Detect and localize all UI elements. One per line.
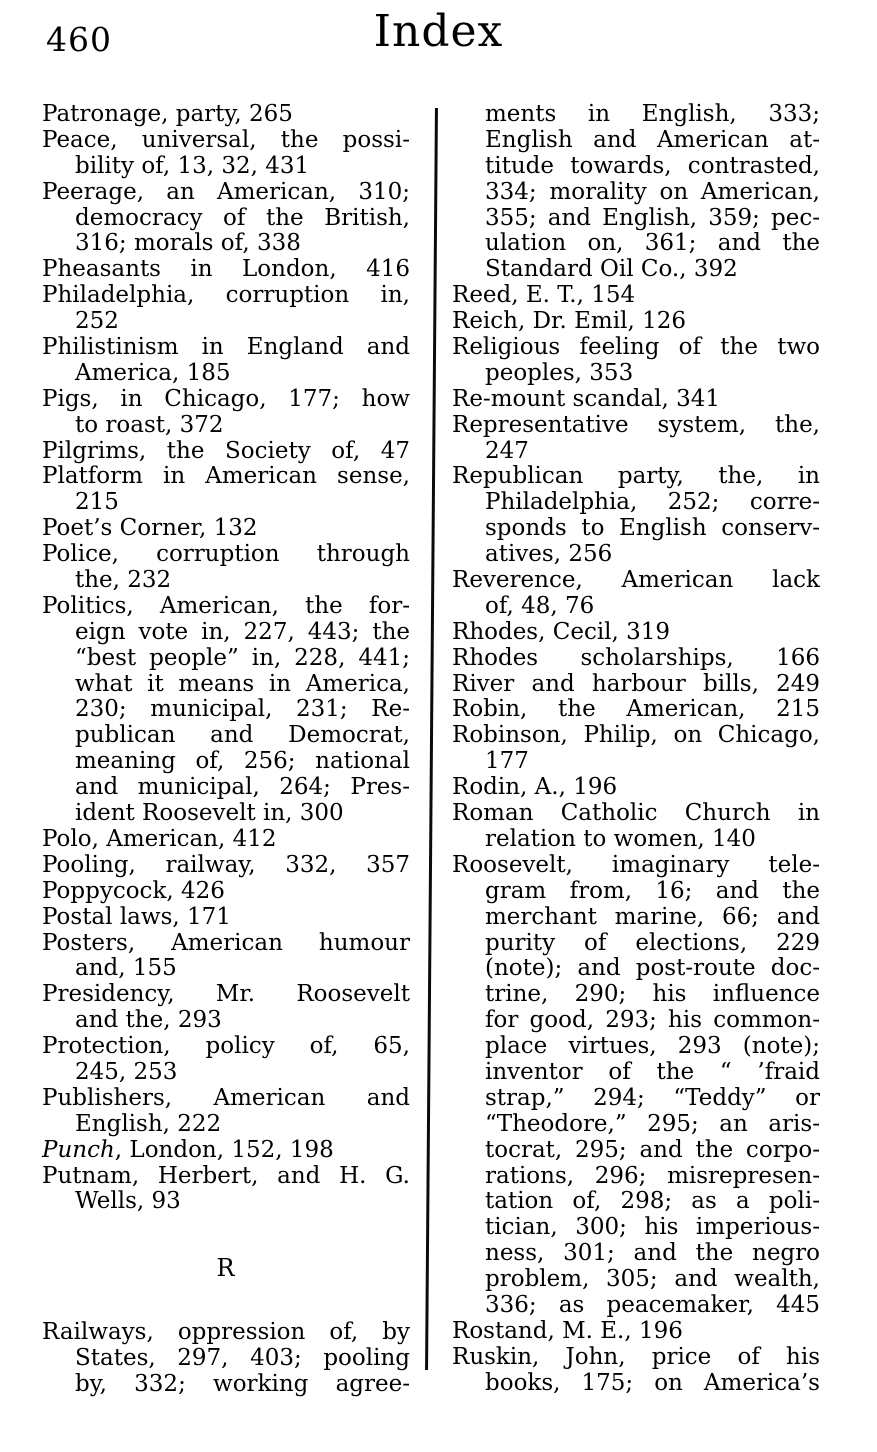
- index-line: eign vote in, 227, 443; the: [75, 618, 410, 645]
- index-line: Pigs, in Chicago, 177; how: [42, 385, 410, 412]
- index-line: 177: [485, 748, 529, 775]
- index-line: Re-mount scandal, 341: [452, 385, 721, 412]
- index-line: 355; and English, 359; pec-: [485, 204, 820, 231]
- index-line: (note); and post-route doc-: [485, 955, 820, 982]
- index-line: Rodin, A., 196: [452, 774, 618, 801]
- index-line: Polo, American, 412: [42, 825, 277, 852]
- index-line: Protection, policy of, 65,: [42, 1033, 410, 1060]
- index-line: relation to women, 140: [485, 825, 756, 852]
- index-line: publican and Democrat,: [75, 722, 410, 749]
- index-line: Reich, Dr. Emil, 126: [452, 308, 686, 335]
- index-line: Philistinism in England and: [42, 334, 410, 361]
- index-line: bility of, 13, 32, 431: [75, 152, 310, 179]
- index-line: problem, 305; and wealth,: [485, 1266, 820, 1293]
- index-line: Punch, London, 152, 198: [42, 1136, 334, 1163]
- index-line: for good, 293; his common-: [485, 1007, 820, 1034]
- index-line: rations, 296; misrepresen-: [485, 1162, 820, 1189]
- index-line: Ruskin, John, price of his: [452, 1343, 820, 1370]
- index-line: Standard Oil Co., 392: [485, 256, 738, 283]
- page-number: 460: [46, 20, 112, 59]
- index-line: merchant marine, 66; and: [485, 903, 820, 930]
- index-line: 247: [485, 437, 529, 464]
- index-line: of, 48, 76: [485, 592, 595, 619]
- index-line: Posters, American humour: [42, 929, 410, 956]
- index-line: ident Roosevelt in, 300: [75, 800, 344, 827]
- index-line: States, 297, 403; pooling: [75, 1345, 410, 1372]
- index-line: Reed, E. T., 154: [452, 282, 636, 309]
- index-line: English, 222: [75, 1110, 222, 1137]
- index-line: 252: [75, 308, 119, 335]
- index-line: Police, corruption through: [42, 541, 410, 568]
- index-line: Rhodes scholarships, 166: [452, 644, 820, 671]
- index-line: democracy of the British,: [75, 204, 410, 231]
- index-line: Railways, oppression of, by: [42, 1319, 410, 1346]
- index-line: Peace, universal, the possi-: [42, 126, 410, 153]
- index-line: 230; municipal, 231; Re-: [75, 696, 410, 723]
- index-line: tocrat, 295; and the corpo-: [485, 1136, 820, 1163]
- index-line: tation of, 298; as a poli-: [485, 1188, 820, 1215]
- index-line: Philadelphia, 252; corre-: [485, 489, 820, 516]
- index-line: what it means in America,: [75, 670, 410, 697]
- index-line: Putnam, Herbert, and H. G.: [42, 1162, 410, 1189]
- index-line: peoples, 353: [485, 359, 634, 386]
- index-line: Roman Catholic Church in: [452, 800, 820, 827]
- index-line: “Theodore,” 295; an aris-: [485, 1110, 820, 1137]
- index-line: titude towards, contrasted,: [485, 152, 820, 179]
- index-line: books, 175; on America’s: [485, 1369, 820, 1396]
- index-line: America, 185: [75, 359, 231, 386]
- index-line: meaning of, 256; national: [75, 748, 410, 775]
- index-line: gram from, 16; and the: [485, 877, 820, 904]
- index-line: 316; morals of, 338: [75, 230, 301, 257]
- index-line: Roosevelt, imaginary tele-: [452, 851, 820, 878]
- index-line: 245, 253: [75, 1058, 178, 1085]
- index-line: Robinson, Philip, on Chicago,: [452, 722, 820, 749]
- index-line: Robin, the American, 215: [452, 696, 820, 723]
- index-line: Patronage, party, 265: [42, 101, 293, 127]
- index-line: strap,” 294; “Teddy” or: [485, 1084, 820, 1111]
- index-line: ulation on, 361; and the: [485, 230, 820, 257]
- index-line: Poppycock, 426: [42, 877, 225, 904]
- right-column: [452, 102, 820, 1397]
- index-line: Platform in American sense,: [42, 463, 410, 490]
- index-line: Poet’s Corner, 132: [42, 515, 258, 542]
- index-line: Pilgrims, the Society of, 47: [42, 437, 410, 464]
- index-line: and municipal, 264; Pres-: [75, 774, 410, 801]
- index-line: purity of elections, 229: [485, 929, 820, 956]
- index-line: Pheasants in London, 416: [42, 256, 410, 283]
- index-line: Reverence, American lack: [452, 567, 820, 594]
- left-column: [42, 102, 410, 1398]
- index-line: trine, 290; his influence: [485, 981, 820, 1008]
- index-line: English and American at-: [485, 126, 820, 153]
- index-line: place virtues, 293 (note);: [485, 1033, 820, 1060]
- index-line: “best people” in, 228, 441;: [75, 644, 410, 671]
- index-line: Peerage, an American, 310;: [42, 178, 410, 205]
- index-line: Religious feeling of the two: [452, 334, 820, 361]
- italic-term: Punch: [42, 1136, 115, 1163]
- index-line: River and harbour bills, 249: [452, 670, 820, 697]
- index-line: 215: [75, 489, 119, 516]
- index-line: 334; morality on American,: [485, 178, 820, 205]
- index-line: Politics, American, the for-: [42, 592, 410, 619]
- index-line: inventor of the “ ’fraid: [485, 1058, 820, 1085]
- index-line: sponds to English conserv-: [485, 515, 820, 542]
- index-line: and, 155: [75, 955, 177, 982]
- index-line: ments in English, 333;: [485, 101, 820, 127]
- section-heading: R: [216, 1254, 236, 1283]
- index-line: Presidency, Mr. Roosevelt: [42, 981, 410, 1008]
- index-line: Wells, 93: [75, 1188, 181, 1215]
- index-line: Philadelphia, corruption in,: [42, 282, 410, 309]
- index-line: Representative system, the,: [452, 411, 820, 438]
- index-line: 336; as peacemaker, 445: [485, 1291, 820, 1318]
- column-divider-rule: [425, 108, 438, 1370]
- index-line: and the, 293: [75, 1007, 222, 1034]
- index-line: Postal laws, 171: [42, 903, 231, 930]
- index-line: to roast, 372: [75, 411, 224, 438]
- index-line: by, 332; working agree-: [75, 1370, 410, 1397]
- index-line: tician, 300; his imperious-: [485, 1214, 820, 1241]
- index-line: Publishers, American and: [42, 1084, 410, 1111]
- index-line: atives, 256: [485, 541, 613, 568]
- index-line: Republican party, the, in: [452, 463, 820, 490]
- index-line: Rostand, M. E., 196: [452, 1317, 683, 1344]
- index-line: Rhodes, Cecil, 319: [452, 618, 671, 645]
- index-line: ness, 301; and the negro: [485, 1240, 820, 1267]
- page-title: Index: [373, 6, 504, 57]
- index-line: Pooling, railway, 332, 357: [42, 851, 410, 878]
- index-line: the, 232: [75, 567, 172, 594]
